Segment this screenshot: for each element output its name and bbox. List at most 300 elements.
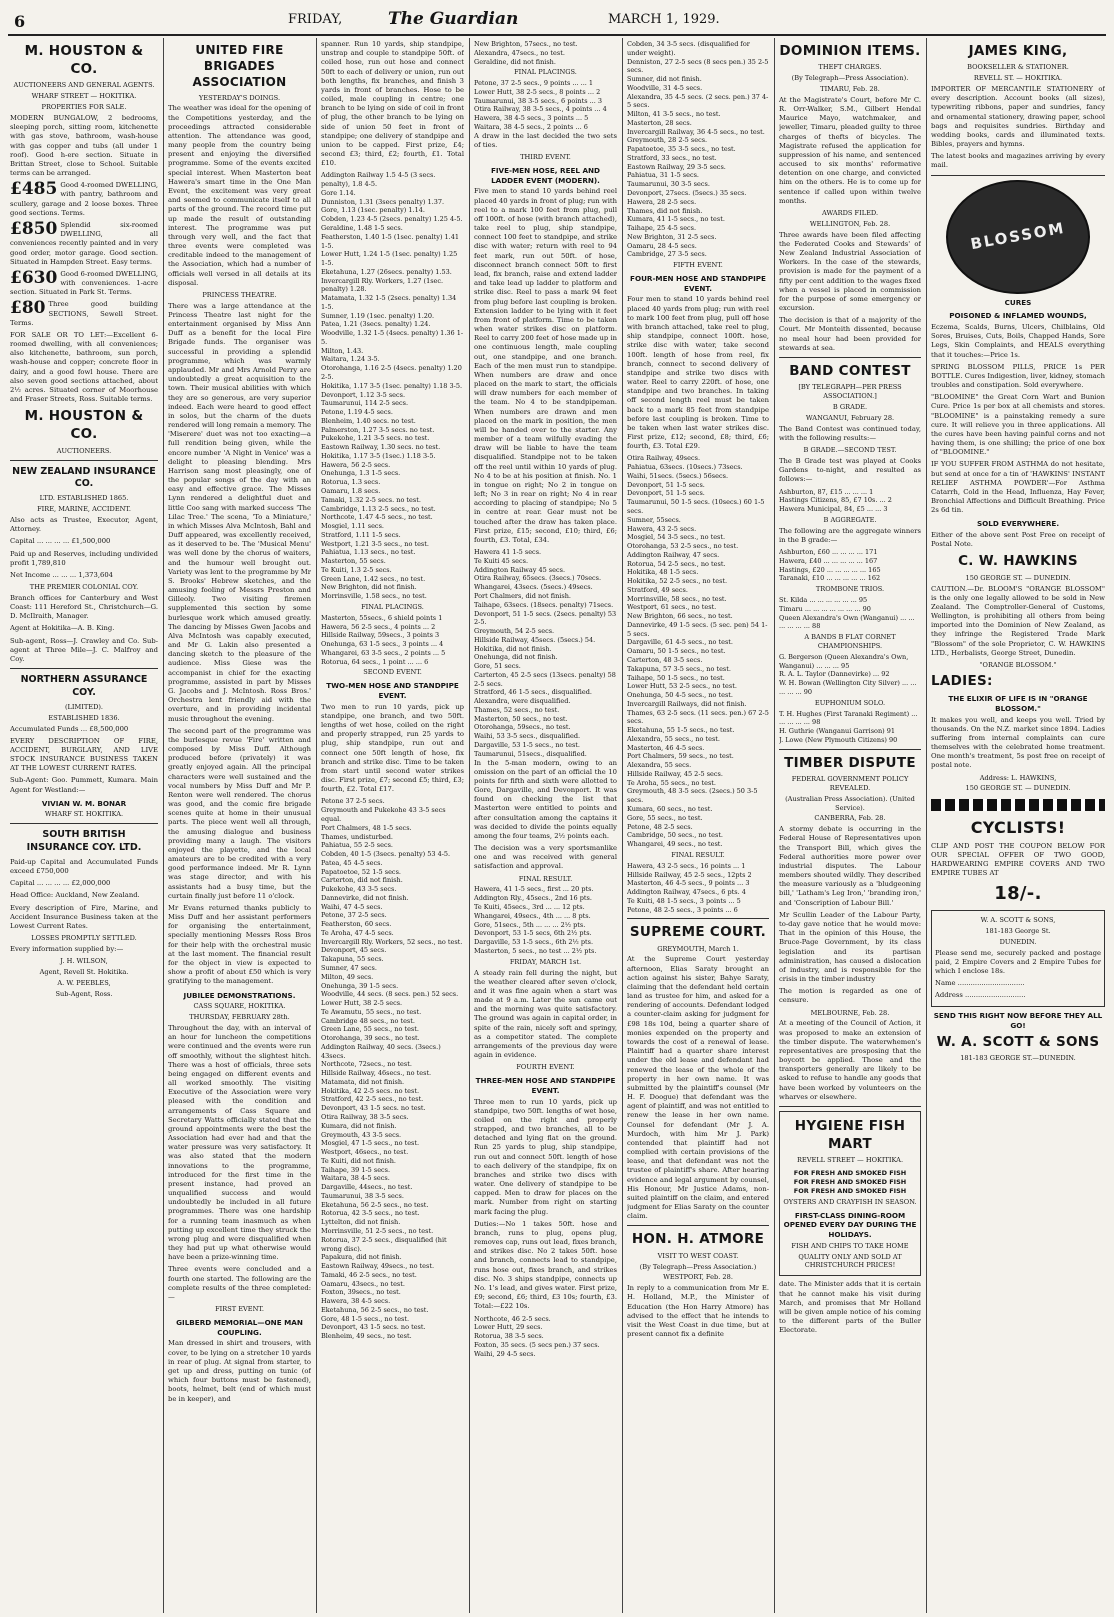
list-item: Takapuna, 57 3-5 secs., no test.: [627, 664, 731, 673]
list-item: Hawera, 28 2-5 secs.: [627, 197, 697, 206]
column-rule: [163, 38, 164, 1613]
westport-date: WESTPORT, Feb. 28.: [663, 1273, 733, 1282]
article-paragraph: The Band Contest was continued today, with the following results:—: [779, 424, 921, 442]
list-item: Stratford, 1.11 1-5 secs.: [321, 530, 401, 539]
column-5: [627, 40, 769, 1610]
list-item: Otorohanga, 53 2-5 secs., no test.: [627, 542, 739, 551]
south-british-heading: SOUTH BRITISH INSURANCE COY. LTD.: [26, 829, 142, 854]
list-item: Onehunga, 50 4-5 secs., no test.: [627, 691, 733, 700]
list-item: Rotorua, 38 3-5 secs.: [474, 1332, 544, 1341]
list-item: Devonport, 51 1-5 secs. (2secs. penalty) 53 2-5.: [474, 609, 617, 627]
list-item: Matamata, did not finish.: [321, 1077, 405, 1086]
band-contest-heading: BAND CONTEST: [789, 362, 911, 379]
two-men-event: TWO-MEN HOSE AND STANDPIPE EVENT.: [326, 681, 459, 701]
list-item: Thames, 63 2-5 secs. (11 secs. pen.) 67 2-5 secs.: [627, 708, 769, 726]
list-item: Rotorua, 37 2-5 secs., disqualified (hit wrong disc).: [321, 1235, 447, 1253]
list-item: Otorohanga, 39 secs., no test.: [321, 1034, 420, 1043]
sb-info: Every information supplied by:—: [10, 945, 124, 954]
list-item: Mosgiel, 47 1-5 secs., no test.: [321, 1139, 420, 1148]
b-aggregate: B AGGREGATE.: [823, 515, 877, 524]
page-number: 6: [14, 12, 26, 31]
houston-address: WHARF STREET — HOKITIKA.: [31, 92, 137, 101]
list-item: St. Kilda ... ... ... ... ... ... 95: [779, 595, 868, 604]
list-item: Onehunga, 63 1-5 secs., 3 points ... 4: [321, 640, 444, 649]
nz-insurance-capital: Capital ... ... ... ... £1,500,000: [10, 537, 111, 546]
list-item: Morrinsville, 58 secs., no test.: [627, 594, 727, 603]
article-paragraph: The B Grade test was played at Cooks Gardens to-night, and resulted as follows:—: [779, 456, 921, 484]
list-item: Devonport, 53 1-5 secs, 6th 2½ pts.: [474, 929, 592, 938]
list-item: J. Lowe (New Plymouth Citizens) 90: [779, 735, 898, 744]
list-item: Northcote, 1.47 4-5 secs., no test.: [321, 513, 433, 522]
article-paragraph: Five men to stand 10 yards behind reel placed 40 yards in front of plug; run with reel to a mark 100 feet from plug, pull off 100ft. of hose (with branch attached), take reel to plug, ship standpipe, connect 100 feet to standpipe, and strike disc with water; return with reel to 94 feet mark, run out 50ft. of hose, disconnect branch connect 50ft to first lead, fix branch, raise and extend ladder and take lead up ladder to platform and strike disc. Reel to pass a mark 94 feet from plug before last coupling is broken. Extension ladder to be lying with it feet from front of platform. Time to be taken when water strikes disc on platform. Reel to carry 200 feet of hose made up in one continuous length, male coupling out, one standpipe, and one branch. Each of the men must run to standpipe. When numbers are draw and once placed on the mark to start, the officials will draw numbers for each member of the team. No 4 to be standpipeman. When numbers are drawn and men placed on the mark in position, the men will be handed over to the starter. Any member of a team wilfully evading the draw will be liable to have the team disqualified. Standpipe not to be taken off the reel until within 10 yards of plug. No 4 to be at his position at finish. No. 1 in tongue on right; No 2 in tongue on left; No 3 in rear on right; No 4 in rear according to placing of standpipe; No 5 in centre at rear. Gear must not be touched after the draw has taken place. First prize, £15; second, £10; third, £6; fourth, £3. Total, £34.: [474, 187, 617, 544]
list-item: Milton, 49 secs.: [321, 972, 374, 981]
column-6: [779, 40, 921, 1610]
jubilee-heading: JUBILEE DEMONSTRATIONS.: [183, 990, 296, 1000]
list-item: Eketahuna, 55 1-5 secs., no test.: [627, 726, 735, 735]
divider: [931, 175, 1105, 176]
column-rule: [622, 38, 623, 1613]
list-item: Patea, 1.21 (3secs. penalty) 1.24.: [321, 320, 431, 329]
three-men-event: THREE-MEN HOSE AND STANDPIPE EVENT.: [475, 1076, 616, 1095]
cyclists-price: 18/-.: [994, 882, 1042, 904]
ladies-address-2: 150 GEORGE ST. — DUNEDIN.: [965, 784, 1071, 793]
supreme-court-heading: SUPREME COURT.: [629, 924, 767, 941]
article-paragraph: Three awards have been filed affecting the Federated Cooks and Stewards' of New Zealand Industrial Association of Workers. In the case of the stewards, provision is made for the payment of a fifty per cent addition to the wages fixed when a vessel is placed in commission for the purpose of some emergency or excursion.: [779, 230, 921, 313]
yesterdays-doings: YESTERDAY'S DOINGS.: [198, 93, 281, 102]
awards-filed: AWARDS FILED.: [821, 208, 879, 217]
list-item: Stratford, 33 secs., no test.: [627, 153, 717, 162]
list-item: Waihi, 47 4-5 secs.: [321, 902, 383, 911]
fish-mart-ad: [779, 1111, 921, 1276]
article-paragraph: At the Magistrate's Court, before Mr C. R. Orr-Walker, S.M., Gilbert Hendal Maurice Mayo, watchmaker, and jeweller, Timaru, pleaded guilty to three charges of thefts of bicycles. The Magistrate refused the application for suppression of his name, and sentenced accused to six months' reformative detention on one charge, and convicted him on the others. He is to come up for sentence if called upon within twelve months.: [779, 95, 921, 205]
list-item: Ashburton, 87, £15 ... ... ... 1: [779, 487, 874, 496]
list-item: FOR FRESH AND SMOKED FISH: [793, 1169, 907, 1178]
post-free: Either of the above sent Post Free on receipt of Postal Note.: [931, 531, 1105, 549]
placings-list: [627, 862, 769, 915]
bonar-address: WHARF ST. HOKITIKA.: [44, 810, 124, 819]
list-item: Gore, 55 secs., no test.: [627, 813, 703, 822]
wellington-date: WELLINGTON, Feb. 28.: [809, 219, 891, 228]
blossom-logo: [946, 180, 1090, 294]
list-item: Cambridge, 50 secs., no test.: [627, 831, 723, 840]
divider: [10, 823, 158, 824]
list-item: Palmerston, 1.27 3-5 secs. no test.: [321, 425, 435, 434]
list-item: Papatoetoe, 35 3-5 secs., no test.: [627, 145, 736, 154]
results-list: [474, 548, 617, 758]
list-item: Oamaru, 50 1-5 secs., no test.: [627, 647, 726, 656]
quality: QUALITY ONLY AND SOLD AT CHRISTCHURCH PRICES!: [798, 1252, 902, 1270]
list-item: Pukekohe, 43 3-5 secs.: [321, 885, 397, 894]
list-item: Te Kuiti, 45secs., 3rd ... ... 12 pts.: [474, 903, 585, 912]
oysters: OYSTERS AND CRAYFISH IN SEASON.: [783, 1197, 917, 1206]
list-item: Hillside Railway, 45 2-5 secs., 12pts 2: [627, 870, 752, 879]
list-item: Gore, 51 secs.: [474, 662, 521, 671]
list-item: Milton, 41 3-5 secs., no test.: [627, 110, 721, 119]
list-item: Whangarei, 63 3-5 secs., 2 points ... 5: [321, 648, 446, 657]
list-item: Cobden, 34 3-5 secs. (disqualified for under weight).: [627, 40, 750, 57]
list-item: Rotorua, 64 secs., 1 point ... ... 6: [321, 657, 429, 666]
property-ad-3: [10, 267, 158, 298]
list-item: W. H. Bowan (Wellington City Silver) ... ... ... ... ... 90: [779, 679, 917, 696]
king-books: The latest books and magazines arriving by every mail.: [931, 152, 1105, 170]
coupon-company: W. A. SCOTT & SONS,: [980, 915, 1056, 924]
list-item: Blenheim, 49 secs., no test.: [321, 1332, 412, 1341]
placings-list: [474, 79, 617, 132]
results-list: [321, 171, 464, 601]
column-rule: [469, 38, 470, 1613]
list-item: Greymouth, 48 3-5 secs. (2secs.) 50 3-5 secs.: [627, 787, 758, 805]
list-item: FOR FRESH AND SMOKED FISH: [793, 1186, 907, 1195]
list-item: Dunniston, 1.31 (3secs penalty) 1.37.: [321, 197, 445, 206]
peebles-name: A. W. PEEBLES,: [57, 979, 111, 988]
list-item: Carterton, 48 3-5 secs.: [627, 656, 703, 664]
list-item: Greymouth, 54 2-5 secs.: [474, 627, 555, 636]
auctioneers: AUCTIONEERS.: [56, 446, 112, 455]
article-paragraph: date. The Minister adds that it is certain that he cannot make his visit during March, and promises that Mr Holland will be given ample notice of his coming to the different parts of the Buller Electorate.: [779, 1280, 921, 1335]
list-item: Taranaki, £10 ... ... ... ... ... 162: [779, 574, 881, 583]
list-item: Eastown Railway, 1.30 secs. no test.: [321, 443, 441, 452]
decorative-border: [931, 799, 1105, 811]
list-item: Gore 1.14.: [321, 188, 356, 197]
list-item: Cambridge, 27 3-5 secs.: [627, 250, 707, 259]
article-paragraph: There was a large attendance at the Princess Theatre last night for the entertainment organised by Miss Ann Duff as a benefit for the local Fire Brigade funds. The organiser was successful in providing a splendid programme, which was warmly applauded. Mr and Mrs Arnold Perry are undoubtedly a great acquisition to the town. Their musical abilities with which they are so generous, are very superior indeed. Each were heard to good effect in solos, but the charm of the duets rendered will long remain a memory. The 'Miserere' duet was not too exacting—a full rendition being given, while the encore number 'A Night in Venice' was a delight to pleasing blending. Mrs Harrison sang most pleasingly, one of the popular songs of the day with an easy and effective grace. The Misses Lynn rendered a delightful duet and little Coo sang with marked success 'The Lilac Tree.' The scena, 'To a Miniature,' in which Misses Alva McIntosh, Bahl and Duff appeared, was excellently received, as it deserved to be. The 'Musical Menu' was well done by the chorus of waiters, and the humour well brought out. Variety was lent to the programme by Mr S. Brooks' Hebrew sketches, and the amusing fooling of Messrs Preston and Gilleoly. Two visiting firemen supplemented this section by some burlesque work which amused greatly. The dancing by Misses Gwen Jacobs and Alva McIntosh was capably executed, and Mr G. Lakin also presented a dancing sketch to the pleasure of the audience. Miss Giese was the accompanist in chief for the exacting programme, assisted in part by Misses G. Jacobs and J. McIntosh. Ross Bros.' Orchestra lent friendly aid with the overture, and in providing incidental music throughout the evening.: [168, 301, 311, 723]
list-item: Hokitika, 48 1-5 secs.: [627, 568, 699, 577]
list-item: Dargaville, 53 1-5 secs., 6th 2½ pts.: [474, 938, 594, 947]
cass-square: CASS SQUARE, HOKITIKA.: [193, 1002, 286, 1011]
list-item: Taihape, 25 4-5 secs.: [627, 224, 697, 233]
list-item: Pahiatua, 63secs. (10secs.) 73secs.: [627, 463, 743, 472]
list-item: Hillside Railway, 46secs., no test.: [321, 1069, 432, 1078]
list-item: Devonport, 43 1-5 secs. no test.: [321, 1104, 426, 1113]
list-item: Alexandra, 55 secs., no test.: [627, 734, 720, 743]
atmore-sub: VISIT TO WEST COAST.: [657, 1251, 739, 1260]
bookseller: BOOKSELLER & STATIONER.: [967, 63, 1069, 72]
list-item: Papatoetoe, 52 1-5 secs.: [321, 867, 401, 876]
northern-description: EVERY DESCRIPTION OF FIRE, ACCIDENT, BURGLARY, AND LIVE STOCK INSURANCE BUSINESS TAKEN AT THE LOWEST CURRENT RATES.: [10, 736, 158, 773]
list-item: New Brighton, 31 2-5 secs.: [627, 232, 717, 241]
list-item: Addington Railway, 47 secs.: [627, 550, 720, 559]
list-item: Otorohanga, 59secs., no test.: [474, 723, 571, 732]
list-item: Takapuna, 55 secs.: [321, 955, 384, 964]
caution-text: CAUTION.—Dr. BLOOM'S "ORANGE BLOSSOM" is the only one legally allowed to be sold in New Zealand. The Comptroller-General of Customs, Wellington, is prohibiting all others from being imported into the Dominion of New Zealand, as they infringe the Registered Trade Mark "Blossom" of the sole Proprietor, C. W. HAWKINS LTD., Herbalists, George Street, Dunedin.: [931, 584, 1105, 657]
nz-insurance-paidup: Paid up and Reserves, including undivided profit 1,789,810: [10, 549, 158, 567]
list-item: Foxton, 39secs., no test.: [321, 1288, 401, 1297]
list-item: Port Chalmers, 59 secs., no test.: [627, 752, 734, 761]
article-paragraph: Two men to run 10 yards, pick up standpipe, one branch, and two 50ft. lengths of wet hose, coiled on the right and properly strapped, run 25 yards to plug, ship standpipe, run out and connect one 50ft length of hose, fix branch and strike disc. Time to be taken from start until second water strikes disc. First prize, £7; second £5; third, £3; fourth, £2. Total £17.: [321, 702, 464, 794]
sb-description: Every description of Fire, Marine, and Accident Insurance Business taken at the Lowest Current Rates.: [10, 903, 158, 930]
list-item: Addington Railway 1.5 4-5 (3 secs. penalty), 1.8 4-5.: [321, 171, 436, 189]
column-3: [321, 40, 464, 1610]
poisoned-wounds: POISONED & INFLAMED WOUNDS,: [949, 311, 1087, 321]
hokitika-agent: Agent at Hokitika—A. B. King.: [10, 624, 115, 633]
melbourne-date: MELBOURNE, Feb. 28.: [810, 1008, 890, 1017]
list-item: Taihape, 39 1-5 secs.: [321, 1165, 391, 1174]
press-note: (Australian Press Association). (United Service).: [785, 794, 915, 812]
list-item: Carterton, did not finish.: [321, 876, 403, 885]
column-rule: [774, 38, 775, 1613]
list-item: Addington Railway, 47secs., 6 pts. 4: [627, 888, 746, 897]
bungalow-ad: MODERN BUNGALOW, 2 bedrooms, sleeping porch, sitting room, kitchenette with gas stove, bathroom, wash-house with gas copper and tubs (all under 1 roof). Good h-ere section. Situate in Brittan Street, close to School. Suitable terms can be arranged.: [10, 114, 158, 178]
masthead-title: The Guardian: [388, 9, 519, 29]
list-item: Te Kuiti, 48 1-5 secs., 3 points ... 5: [627, 896, 741, 905]
list-item: Hawera, 38 4-5 secs., 3 points ... 5: [474, 114, 589, 123]
list-item: Pahiatua, 55 2-5 secs.: [321, 841, 393, 850]
list-item: Blenheim, 1.40 secs. no test.: [321, 416, 416, 425]
list-item: Denniston, 27 2-5 secs (8 secs pen.) 35 2-5 secs.: [627, 57, 769, 75]
list-item: Lyttelton, did not finish.: [321, 1218, 401, 1227]
property-text-2: Splendid six-roomed DWELLING, all conveniences recently painted and in very good order, motor garage. Good section. Situated in Hampden Street. Easy terms.: [10, 221, 158, 266]
column-rule: [926, 38, 927, 1613]
list-item: Petone, 1.19 4-5 secs.: [321, 408, 393, 417]
list-item: Gore, 51secs., 5th ... ... ... 2½ pts.: [474, 920, 586, 929]
article-paragraph: The motion is regarded as one of censure.: [779, 987, 921, 1005]
gilberd-memorial: GILBERD MEMORIAL—ONE MAN COUPLING.: [176, 1318, 303, 1337]
list-item: Pahiatua, 1.13 secs., no test.: [321, 548, 416, 557]
list-item: Geraldine, 1.48 1-5 secs.: [321, 224, 403, 232]
property-ad-1: [10, 181, 158, 218]
list-item: Onehunga, 1.3 1-5 secs.: [321, 469, 401, 478]
list-item: Eastown Railway, 29 3-5 secs.: [627, 162, 726, 171]
list-item: Patea, 45 4-5 secs.: [321, 858, 383, 867]
second-test: B GRADE.—SECOND TEST.: [803, 446, 897, 455]
list-item: Hokitika, 52 2-5 secs., no test.: [627, 577, 728, 586]
list-item: Ashburton, £60 ... ... ... ... 171: [779, 548, 878, 557]
dominion-items-heading: DOMINION ITEMS.: [779, 43, 921, 59]
article-paragraph: The following are the aggregate winners in the B grade:—: [779, 526, 921, 544]
results-list: [321, 797, 464, 1340]
list-item: Lower Hutt, 53 2-5 secs., no test.: [627, 682, 737, 691]
list-item: Devonport, 45 secs.: [321, 946, 387, 955]
list-item: Hokitika, 42 2-5 secs. no test.: [321, 1086, 420, 1095]
list-item: Foxton, 35 secs. (5 secs pen.) 37 secs.: [474, 1340, 600, 1349]
divider: [627, 1225, 769, 1226]
article-paragraph: A stormy debate is occurring in the Federal House of Representatives upon the Transport Bill, which gives the Federal authorities more power over industrial disputes. The Labour members shouted wildly. They described the measure variously as a 'bludgeoning bill,' 'Latham's Leg Iron,' 'branding iron,' and 'Conscription of Labour Bill.': [779, 825, 921, 907]
list-item: Eketahuna, 56 2-5 secs., no test.: [321, 1305, 429, 1314]
list-item: Waihi, 29 4-5 secs.: [474, 1349, 536, 1358]
elixir: THE ELIXIR OF LIFE IS IN "ORANGE BLOSSOM.": [948, 694, 1088, 713]
sb-paidup: Paid-up Capital and Accumulated Funds exceed £750,000: [10, 857, 158, 876]
list-item: Timaru ... ... ... ... ... ... ... 90: [779, 604, 871, 613]
nz-insurance-income: Net Income ... ... ... 1,373,604: [10, 570, 113, 579]
list-item: Hastings Citizens, 85, £7 10s. ... 2: [779, 496, 892, 505]
cyclists-heading: CYCLISTS!: [970, 818, 1066, 838]
list-item: Masterton, 28 secs.: [627, 118, 692, 127]
for-sale-ad: FOR SALE OR TO LET:—Excellent 6-roomed dwelling, with all conveniences; also kitchenette, bathroom, sun porch, wash-house and copper; concrete floor in dairy, and a good fowl house. There are also seven good sections attached, about 2½ acres. Situated corner of Moorhouse and Fraser Streets, Ross. Suitable terms.: [10, 330, 158, 404]
article-paragraph: The weather was ideal for the opening of the Competitions yesterday, and the proceedings attracted considerable attention. The attendance was good, many people from the country being present and enjoying the diversified programme. Some of the events excited special interest. When Masterton beat Hawera's smart time in the One Man Event, the excitement was very great and seemed to communicate itself to all parts of the ground. The record time put up made the result of outstanding interest. The programme was put through very well, and the fact that three events were completed was creditable indeed to the management of the Association, which had a number of officials well versed in all details at its disposal.: [168, 104, 311, 287]
five-men-event: FIVE-MEN HOSE, REEL AND LADDER EVENT (MODERN).: [490, 166, 601, 185]
euphonium-solo: EUPHONIUM SOLO.: [814, 698, 886, 707]
fourth-event: FOURTH EVENT.: [516, 1063, 575, 1072]
list-item: Otira Railway, 38 3-5 secs., 4 points ... 4: [474, 105, 607, 114]
list-item: New Brighton, 57secs., no test.: [474, 40, 578, 48]
list-item: Te Kuiti, did not finish.: [321, 1156, 396, 1165]
list-item: Petone, 37 2-5 secs., 9 points ... ... 1: [474, 79, 594, 88]
northern-established: ESTABLISHED 1836.: [48, 713, 120, 722]
list-item: Hawera, 43 2-5 secs., 16 points ... 1: [627, 861, 746, 870]
list-item: R. A. L. Taylor (Dannevirke) ... 92: [779, 670, 890, 679]
list-item: Hillside Railway, 59secs., 3 points 3: [321, 631, 440, 640]
ladies-heading: LADIES:: [931, 672, 993, 689]
timber-dispute-heading: TIMBER DISPUTE: [784, 754, 916, 771]
coupon-street: 181-183 George St.: [985, 926, 1051, 935]
list-item: Lower Hutt, 38 2-5 secs., 8 points ... 2: [474, 87, 601, 96]
final-placings: FINAL PLACINGS.: [361, 602, 424, 611]
wilson-address: Agent, Revell St. Hokitika.: [39, 968, 129, 977]
coupon[interactable]: [931, 910, 1105, 1008]
article-paragraph: spanner. Run 10 yards, ship standpipe, unstrap and couple to standpipe 50ft. of coiled hose, run out hose and connect 50ft to each of delivery or union, run out both lengths, fix branches, and finish 3 yards in front of branches. Hose to be coiled, male coupling in centre; one branch to be lying on side of coil in front of plug, the other branch to be lying on side of union 50 feet in front of standpipe; one delivery of standpipe and union to be capped. First prize, £4; second £3; third, £2; fourth, £1. Total £10.: [321, 40, 464, 168]
list-item: Masterton, 50 secs., no test.: [474, 714, 568, 723]
list-item: Masterton, 46 4-5 secs.: [627, 743, 705, 752]
peebles-address: Sub-Agent, Ross.: [55, 989, 113, 998]
list-item: Stratford, 42 2-5 secs., no test.: [321, 1095, 424, 1104]
bloomine-text: "BLOOMINE" the Great Corn Wart and Bunion Cure. Price 1s per box at all chemists and stores. "BLOOMINE" is a painstaking remedy a sure cure. It will relieve you in three applications. All the cures have been having painful corns and not having them, is one shilling; the price of one box of "BLOOMINE.": [931, 393, 1105, 457]
results-list: [627, 40, 769, 259]
list-item: Greymouth, 28 2-5 secs.: [627, 136, 708, 145]
pills-text: SPRING BLOSSOM PILLS, PRICE 1s PER BOTTLE. Cures Indigestion, liver, kidney, stomach troubles and constipation. Sold everywhere.: [931, 362, 1105, 390]
article-paragraph: A draw in the last decided the two sets of ties.: [474, 131, 617, 149]
sub-agents: Sub-agent, Ross—J. Crawley and Co. Sub-agent at Three Mile—J. C. Malfroy and Coy.: [10, 636, 158, 663]
list-item: Greymouth, 43 3-5 secs.: [321, 1130, 402, 1139]
list-item: New Brighton, did not finish.: [321, 583, 417, 592]
placings-list: [321, 614, 464, 667]
column-2: [168, 40, 311, 1610]
list-item: Whangarei, 49secs., 4th ... ... 8 pts.: [474, 911, 591, 920]
column-1: [10, 40, 158, 1610]
ladies-text: It makes you well, and keeps you well. Tried by thousands. On the N.Z. market since 1894. Ladies suffering from internal complaints can cure themselves with the celebrated home treatment. One month's treatment, 5s post free on receipt of postal note.: [931, 715, 1105, 770]
list-item: Hawera, 43 2-5 secs.: [627, 524, 697, 533]
fish-mart-address: REVELL STREET — HOKITIKA.: [796, 1156, 904, 1165]
fish-mart-heading: HYGIENE FISH MART: [794, 1117, 906, 1153]
fire-brigades-heading: UNITED FIRE BRIGADES ASSOCIATION: [192, 43, 287, 90]
divider: [779, 357, 921, 358]
list-item: Cobden, 40 1-5 (3secs. penalty) 53 4-5.: [321, 850, 451, 859]
list-item: Sumner, 47 secs.: [321, 964, 377, 972]
list-item: Devonport, 51 1-5 secs.: [627, 489, 705, 498]
results-list: [474, 1315, 617, 1359]
list-item: Westport, 61 secs., no test.: [627, 603, 717, 612]
list-item: Cambridge 48 secs., no test.: [321, 1016, 415, 1025]
list-item: T. H. Hughes (First Taranaki Regiment) ... ... ... ... ... 98: [779, 709, 918, 727]
list-item: Sumner, 1.19 (1sec. penalty) 1.20.: [321, 311, 435, 320]
list-item: Alexandra, were disqualified.: [474, 697, 571, 706]
first-event: FIRST EVENT.: [215, 1305, 264, 1314]
list-item: Whangarei, 43secs. (5secs.) 49secs.: [474, 583, 593, 592]
list-item: H. Guthrie (Wanganui Garrison) 91: [779, 727, 896, 736]
list-item: Kumara, 41 1-5 secs., no test.: [627, 215, 725, 224]
list-item: Cambridge, 1.13 2-5 secs., no test.: [321, 504, 436, 513]
list-item: Dargaville, 44secs., no test.: [321, 1183, 413, 1192]
column-4: [474, 40, 617, 1610]
article-paragraph: Mr Scullin Leader of the Labour Party, to-day gave notice that he would move: That in the opinion of this House, the Bruce-Page Government, by its class legislation and its partisan administration, has caused a dislocation of industry, and is responsible for the crisis in the timber industry: [779, 910, 921, 984]
list-item: Hillside Railway, 45secs. (5secs.) 54.: [474, 635, 596, 644]
list-item: Thames, 52 secs., no test.: [474, 705, 560, 714]
list-item: Carterton, 45 2-5 secs (13secs. penalty) 58 2-5 secs.: [474, 670, 616, 688]
list-item: Taumarunui, 38 3-5 secs.: [321, 1191, 404, 1200]
timaru-date: TIMARU, Feb. 28.: [820, 85, 880, 93]
final-result: FINAL RESULT.: [518, 874, 573, 883]
asthma-text: IF YOU SUFFER FROM ASTHMA do not hesitate, but send at once for a tin of 'HAWKINS' INSTANT RELIEF ASTHMA POWDER'—For Asthma Catarrh, Cold in the Head, Influenza, Hay Fever, Bronchial Affections and Difficult Breathing. Price 2s 6d tin.: [931, 460, 1105, 515]
list-item: Kumara, did not finish.: [321, 1121, 397, 1130]
list-item: Pukekohe, 1.21 3-5 secs. no test.: [321, 434, 430, 443]
list-item: Mosgiel, 1.11 secs.: [321, 522, 384, 531]
list-item: Woodville, 1.32 1-5 (4secs. penalty) 1.36 1-5.: [321, 329, 464, 346]
list-item: Devonport, 1.12 3-5 secs.: [321, 390, 406, 399]
list-item: G. Bergerson (Queen Alexandra's Own, Wanganui) ... ... ... 95: [779, 652, 909, 670]
list-item: Te Aroha, 47 4-5 secs.: [321, 928, 394, 937]
king-description: IMPORTER OF MERCANTILE STATIONERY of every description. Account books (all sizes), typewriting ribbons, paper and sundries, fancy and ornamental stationery, drawing paper, school bags and requisites sundries. Birthday and wedding books, cards and illuminated texts. Bibles, prayers and hymns.: [931, 85, 1105, 149]
article-paragraph: Duties:—No 1 takes 50ft. hose and branch, runs to plug, opens plug, removes cap, runs out lead, fixes branch, and strikes disc. No 2 takes 50ft. hose and branch, connects lead to standpipe, runs hose out, fixes branch, and strikes disc. No. 3 ships standpipe, connects up No. 1's lead, and gives water. First prize, £9; second, £6; third, £3 10s; fourth, £3. Total:—£22 10s.: [474, 1219, 617, 1311]
list-item: Hawera 41 1-5 secs.: [474, 548, 542, 557]
nz-insurance-est: LTD. ESTABLISHED 1865.: [39, 494, 129, 503]
list-item: Mosgiel, 54 3-5 secs., no test.: [627, 533, 726, 542]
list-item: Tamaki, 46 2-5 secs., no test.: [321, 1270, 417, 1279]
list-item: Green Lane, 55 secs., no test.: [321, 1025, 419, 1034]
list-item: Morrinsville, 1.58 secs., no test.: [321, 592, 427, 601]
price-2: £850: [10, 219, 58, 239]
list-item: Devonport, 51 1-5 secs.: [627, 480, 705, 489]
third-event: THIRD EVENT.: [520, 153, 571, 162]
houston-heading: M. HOUSTON & CO.: [24, 43, 144, 78]
list-item: Milton, 1.43.: [321, 346, 364, 355]
results-list: [474, 40, 617, 66]
property-text-1: Good 4-roomed DWELLING, with pantry, bathroom and scullery, garage and 2 loose boxes. Three good sections. Terms.: [10, 181, 158, 217]
divider: [779, 1106, 921, 1107]
houston-heading-2: M. HOUSTON & CO.: [24, 408, 144, 443]
property-ad-2: [10, 221, 158, 267]
list-item: Eketahuna, 56 2-5 secs., no test.: [321, 1200, 429, 1209]
nz-insurance-heading: NEW ZEALAND INSURANCE CO.: [12, 465, 156, 490]
list-item: Onehunga, 39 1-5 secs.: [321, 981, 399, 990]
cornet-championships: A BANDS B FLAT CORNET CHAMPIONSHIPS.: [804, 633, 896, 650]
list-item: Northcote, 72secs., no test.: [321, 1060, 412, 1069]
divider: [10, 460, 158, 461]
article-paragraph: Three events were concluded and a fourth one started. The following are the complete results of the three completed:—: [168, 1265, 311, 1301]
list-item: Otorohanga, 1.16 2-5 (4secs. penalty) 1.20 2-5.: [321, 364, 462, 382]
article-paragraph: Man dressed in shirt and trousers, with cover, to be lying on a stretcher 10 yards in rear of plug. At signal from starter, to get up and dress, putting on tunic (of which four buttons must be fastened), boots, helmet, belt (end of which must be in keeper), and: [168, 1339, 311, 1403]
coupon-address-field[interactable]: Address ............................: [935, 991, 1026, 1000]
thursday-date: THURSDAY, FEBRUARY 28th.: [189, 1013, 290, 1022]
masthead-day: FRIDAY,: [288, 12, 343, 27]
list-item: Oamaru, 1.8 secs.: [321, 486, 381, 495]
results-list: [627, 454, 769, 848]
list-item: Devonport, 27secs. (5secs.) 35 secs.: [627, 189, 747, 198]
list-item: Waitara, 1.24 3-5.: [321, 355, 380, 364]
list-item: Eketahuna, 1.27 (26secs. penalty) 1.53.: [321, 267, 452, 276]
article-paragraph: At a meeting of the Council of Action, it was proposed to make an extension of the timber dispute. The waterwhemen's representatives are prosposing that the boycott be applied. Those and the transporters generally are likely to be asked to refuse to handle any goods that have been worked by volunteers on the wharves or elsewhere.: [779, 1019, 921, 1101]
list-item: Hawera, 56 2-5 secs., 4 points ... 2: [321, 622, 436, 631]
list-item: Kumara, 60 secs., no test.: [627, 805, 713, 814]
article-paragraph: A steady rain fell during the night, but the weather cleared after seven o'clock, and it was fine again when a start was made at 9 a.m. Later the sun came out and the morning was quite satisfactory. The ground was again in capital order, in spite of the rain, nicely soft and springy, as a competitor stated. The complete arrangements of the previous day were again in evidence.: [474, 968, 617, 1060]
scott-heading: W. A. SCOTT & SONS: [936, 1033, 1100, 1050]
sb-capital: Capital ... ... ... ... £2,000,000: [10, 879, 111, 888]
list-item: Taumarunui, 50 1-5 secs. (10secs.) 60 1-5 secs.: [627, 498, 765, 515]
list-item: Lower Hutt, 1.24 1-5 (1sec. penalty) 1.25 1-5.: [321, 250, 458, 268]
price-4: £80: [10, 298, 46, 319]
list-item: Dannevirke, 49 1-5 secs. (5 sec. pen) 54 1-5 secs.: [627, 620, 768, 638]
blossom-text: Eczema, Scalds, Burns, Ulcers, Chilblains, Old Sores, Bruises, Cuts, Boils, Chapped Hands, Sore Legs, Skin Complaints, and HEALS everything that it touches:—Price 1s.: [931, 322, 1105, 359]
list-item: Gore, 1.13 (1sec. penalty) 1.14.: [321, 206, 425, 215]
list-item: Te Awamutu, 55 secs., no test.: [321, 1007, 422, 1016]
list-item: Thames, undisturbed.: [321, 832, 393, 841]
nz-insurance-types: FIRE, MARINE, ACCIDENT.: [37, 505, 131, 514]
cures: CURES: [1004, 297, 1032, 307]
coupon-name-field[interactable]: Name ...............................: [935, 979, 1025, 988]
list-item: Waitara, 38 4-5 secs.: [321, 1174, 390, 1183]
list-item: Masterton, 55 secs.: [321, 557, 386, 566]
article-paragraph: The second part of the programme was the burlesque revue 'Fire' written and composed by Miss Duff. Although produced before (privately) it was greatly enjoyed again. All the principal characters were well sustained and the vocal numbers by Miss Duff and Mr P. Renton were well rendered. The chorus was good, and the comic fire brigade scenes quite at home in their unusual parts. The piece went well all through, the amusing dialogue and business providing many a laugh. The visitors enjoyed the playette, and the local amateurs are to be credited with a very good performance indeed. Mr R. Lynn was stage director, and with his assistants had a busy time, but the curtain finally just before 11 o'clock.: [168, 726, 311, 900]
cyclists-offer: CLIP AND POST THE COUPON BELOW FOR OUR SPECIAL OFFER OF TWO GOOD, HARDWEARING EMPIRE COVERS AND TWO EMPIRE TUBES AT: [931, 841, 1105, 878]
list-item: Morrinsville, 51 2-5 secs., no test.: [321, 1226, 434, 1235]
